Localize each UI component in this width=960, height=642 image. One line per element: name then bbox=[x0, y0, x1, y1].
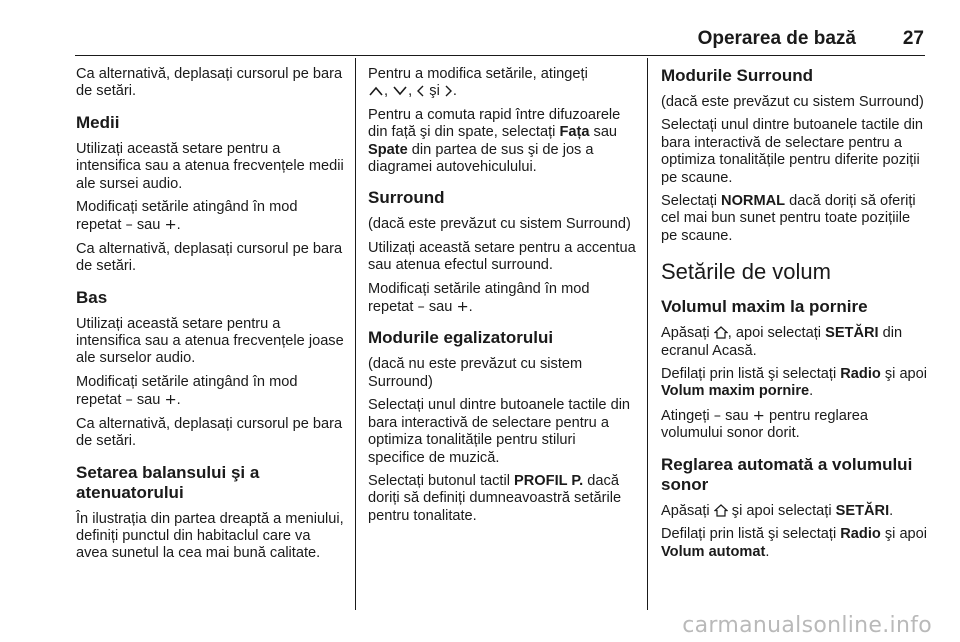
chevron-up-icon bbox=[368, 85, 384, 97]
heading-bas: Bas bbox=[76, 287, 108, 307]
paragraph: Apăsați , apoi selectați SETĂRI din ecranul Acasă. bbox=[661, 325, 903, 359]
paragraph: Utilizați această setare pentru a intensifica sau a atenua frecvențele joase ale surselor audio. bbox=[76, 315, 344, 367]
paragraph: Selectați unul dintre butoanele tactile din bara interactivă de selectare pentru a optimiza tonalitățile pentru stiluri specifice de muzică. bbox=[368, 397, 631, 466]
paragraph: Selectați butonul tactil PROFIL P. dacă doriți să definiți dumneavoastră setările pentru tonalitate. bbox=[368, 472, 622, 524]
chevron-right-icon bbox=[444, 85, 453, 97]
paragraph: Modificați setările atingând în mod repetat – sau +. bbox=[76, 199, 298, 234]
page-header bbox=[0, 0, 960, 56]
column-3 bbox=[661, 66, 929, 567]
minus-icon: – bbox=[417, 298, 425, 316]
plus-icon: + bbox=[456, 298, 469, 316]
paragraph: Ca alternativă, deplasați cursorul pe bara de setări. bbox=[76, 240, 343, 275]
heading-medii: Medii bbox=[76, 112, 120, 132]
paragraph: Selectați NORMAL dacă doriți să oferiți cel mai bun sunet pentru toate pozițiile pe scaune. bbox=[661, 193, 916, 244]
plus-icon: + bbox=[164, 216, 177, 234]
paragraph: Ca alternativă, deplasați cursorul pe bara de setări. bbox=[76, 66, 343, 100]
paragraph: Modificați setările atingând în mod repetat – sau +. bbox=[76, 373, 298, 409]
paragraph: Utilizați această setare pentru a accentua sau atenua efectul surround. bbox=[368, 239, 636, 274]
paragraph: Modificați setările atingând în mod repetat – sau +. bbox=[368, 280, 590, 316]
header-divider bbox=[75, 55, 925, 56]
watermark: carmanualsonline.info bbox=[682, 613, 932, 638]
heading-surround: Surround bbox=[368, 188, 445, 208]
column-2 bbox=[368, 66, 636, 531]
page-title: Operarea de bază bbox=[697, 28, 856, 49]
paragraph: Pentru a modifica setările, atingeți , , şi . bbox=[368, 66, 588, 100]
heading-reglare-automata: Reglarea automată a volumului sonor bbox=[661, 454, 913, 494]
column-divider-1 bbox=[355, 58, 356, 610]
home-icon bbox=[714, 326, 728, 339]
minus-icon: – bbox=[125, 391, 133, 409]
chevron-down-icon bbox=[392, 85, 408, 97]
paragraph: (dacă este prevăzut cu sistem Surround) bbox=[368, 216, 631, 233]
paragraph: Selectați unul dintre butoanele tactile din bara interactivă de selectare pentru a optimiza tonalitățile pentru diferite poziții pe scaune. bbox=[661, 117, 924, 186]
heading-setari-volum: Setările de volum bbox=[661, 259, 831, 285]
page-number: 27 bbox=[902, 28, 924, 49]
paragraph: Defilați prin listă şi selectați Radio şi apoi Volum automat. bbox=[661, 526, 928, 560]
paragraph: Defilați prin listă şi selectați Radio şi apoi Volum maxim pornire. bbox=[661, 366, 928, 400]
heading-egalizator: Modurile egalizatorului bbox=[368, 328, 554, 348]
paragraph: Pentru a comuta rapid între difuzoarele din față şi din spate, selectați Fața sau Spate din partea de sus şi de jos a diagramei autovehiculului. bbox=[368, 106, 621, 176]
heading-volum-maxim: Volumul maxim la pornire bbox=[661, 297, 868, 317]
heading-moduri-surround: Modurile Surround bbox=[661, 66, 814, 85]
minus-icon: – bbox=[713, 406, 722, 424]
paragraph: Atingeți – sau + pentru reglarea volumului sonor dorit. bbox=[661, 406, 868, 442]
column-1 bbox=[76, 66, 344, 569]
paragraph: Apăsați şi apoi selectați SETĂRI. bbox=[661, 502, 894, 519]
paragraph: În ilustrația din partea dreaptă a meniului, definiți punctul din habitaclul care va avea sunetul la cea mai bună calitate. bbox=[76, 510, 344, 562]
paragraph: Ca alternativă, deplasați cursorul pe bara de setări. bbox=[76, 415, 343, 450]
plus-icon: + bbox=[752, 406, 765, 424]
heading-balans: Setarea balansului şi a atenuatorului bbox=[76, 462, 260, 502]
paragraph: (dacă nu este prevăzut cu sistem Surround) bbox=[368, 356, 583, 390]
home-icon bbox=[714, 504, 728, 517]
plus-icon: + bbox=[164, 391, 177, 409]
column-divider-2 bbox=[647, 58, 648, 610]
minus-icon: – bbox=[125, 216, 133, 234]
paragraph: (dacă este prevăzut cu sistem Surround) bbox=[661, 94, 924, 110]
paragraph: Utilizați această setare pentru a intensifica sau a atenua frecvențele medii ale sursei audio. bbox=[76, 140, 344, 192]
chevron-left-icon bbox=[416, 85, 425, 97]
